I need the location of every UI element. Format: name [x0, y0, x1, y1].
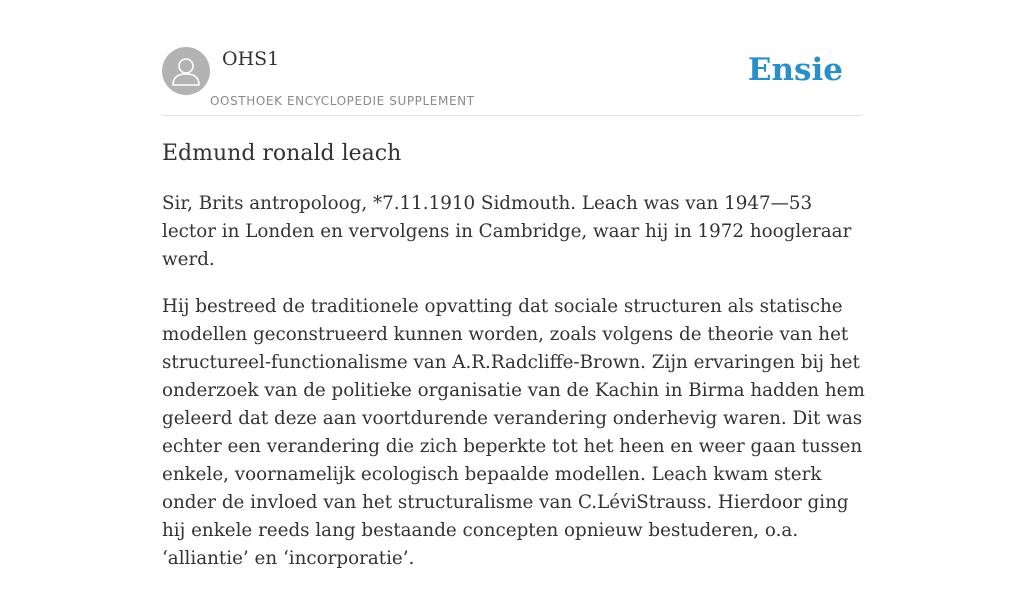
ensie-logo[interactable]: Ensie [747, 52, 843, 88]
source-full-name: OOSTHOEK ENCYCLOPEDIE SUPPLEMENT [210, 94, 475, 108]
article-paragraph: Hij bestreed de traditionele opvatting dat sociale structuren als statische modellen geconstrueerd kunnen worden, zoals volgens de theorie van het structureel-functionalisme van A.R.Radcliffe-Brown. Zijn ervaringen bij het onderzoek van de politieke organisatie van de Kachin in Birma hadden hem geleerd dat deze aan voortdurende verandering onderhevig waren. Dit was echter een verandering die zich beperkte tot het heen en weer gaan tussen enkele, voornamelijk ecologisch bepaalde modellen. Leach kwam sterk onder de invloed van het structuralisme van C.LéviStrauss. Hierdoor ging hij enkele reeds lang bestaande concepten opnieuw bestuderen, o.a. ‘alliantie’ en ‘incorporatie’. [162, 296, 865, 569]
article-paragraph: Sir, Brits antropoloog, *7.11.1910 Sidmouth. Leach was van 1947—53 lector in Londen en vervolgens in Cambridge, waar hij in 1972 hoogleraar werd. [162, 193, 852, 270]
user-avatar-icon[interactable] [162, 47, 210, 95]
source-name[interactable]: OHS1 [222, 48, 280, 70]
source-header [162, 44, 862, 116]
article [162, 138, 865, 592]
article-title: Edmund ronald leach [162, 141, 402, 166]
